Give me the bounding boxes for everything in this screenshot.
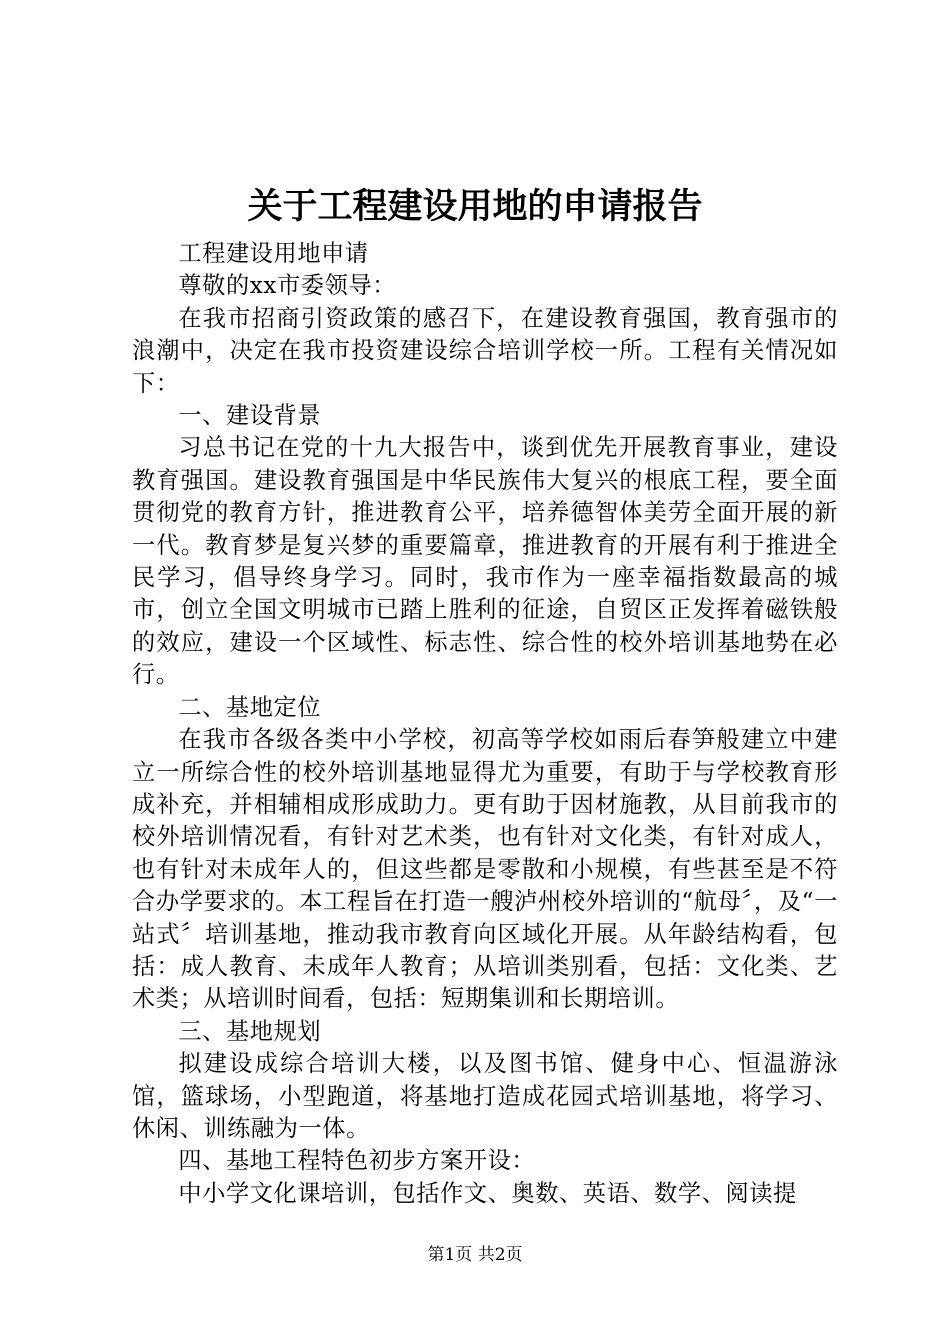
section-heading-features: 四、基地工程特色初步方案开设： [178,1147,536,1175]
paragraph-intro: 在我市招商引资政策的感召下，在建设教育强国，教育强市的浪潮中，决定在我市投资建设综合培训学校一所。工程有关情况如下： [132,304,838,397]
document-body [132,238,838,1210]
page-number-footer: 第1页 共2页 [427,1245,523,1265]
paragraph-features: 中小学文化课培训，包括作文、奥数、英语、数学、阅读提 [178,1179,797,1207]
document-title: 关于工程建设用地的申请报告 [247,186,703,227]
paragraph-salutation: 尊敬的xx市委领导： [178,272,397,300]
paragraph-positioning: 在我市各级各类中小学校，初高等学校如雨后春笋般建立中建立一所综合性的校外培训基地显得尤为重要，有助于与学校教育形成补充，并相辅相成形成助力。更有助于因材施教，从目前我市的校外培训情况看，有针对艺术类，也有针对文化类，有针对成人，也有针对未成年人的，但这些都是零散和小规模，有些甚至是不符合办学要求的。本工程旨在打造一艘泸州校外培训的“航母〞，及“一站式〞培训基地，推动我市教育向区域化开展。从年龄结构看，包括：成人教育、未成年人教育；从培训类别看，包括：文化类、艺术类；从培训时间看，包括：短期集训和长期培训。 [132,726,838,1013]
section-heading-positioning: 二、基地定位 [178,693,322,721]
section-heading-planning: 三、基地规划 [178,1017,322,1045]
paragraph-background: 习总书记在党的十九大报告中，谈到优先开展教育事业，建设教育强国。建设教育强国是中华民族伟大复兴的根底工程，要全面贯彻党的教育方针，推进教育公平，培养德智体美劳全面开展的新一代。教育梦是复兴梦的重要篇章，推进教育的开展有利于推进全民学习，倡导终身学习。同时，我市作为一座幸福指数最高的城市，创立全国文明城市已踏上胜利的征途，自贸区正发挥着磁铁般的效应，建设一个区域性、标志性、综合性的校外培训基地势在必行。 [132,434,838,689]
paragraph-planning: 拟建设成综合培训大楼，以及图书馆、健身中心、恒温游泳馆，篮球场，小型跑道，将基地打造成花园式培训基地，将学习、休闲、训练融为一体。 [132,1050,838,1142]
section-heading-background: 一、建设背景 [178,402,322,430]
paragraph-subject: 工程建设用地申请 [178,240,369,267]
